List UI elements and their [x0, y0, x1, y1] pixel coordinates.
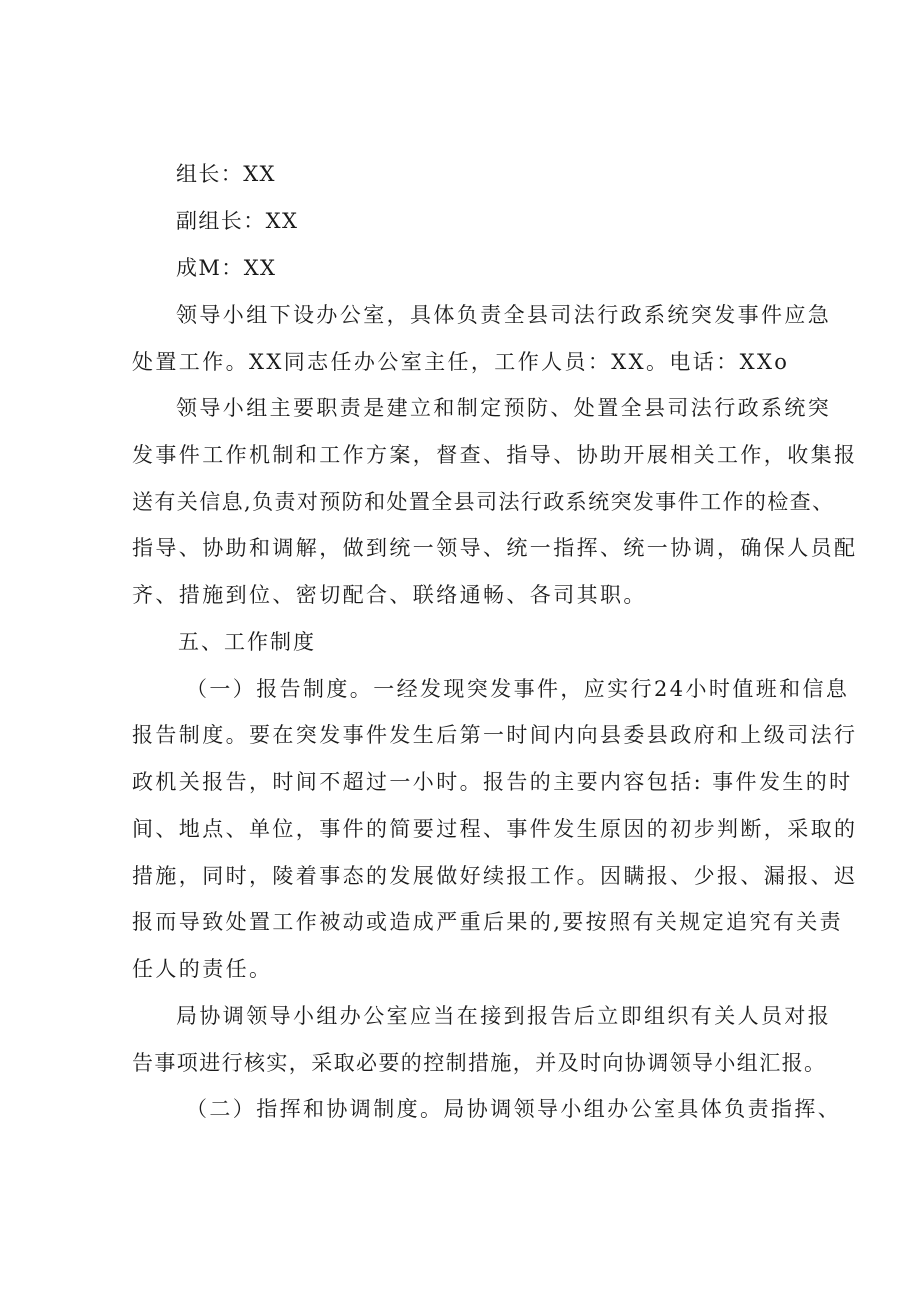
office-paragraph-line-2: 处置工作。XX同志任办公室主任，工作人员：XX。电话：XXo: [132, 350, 790, 374]
report-paragraph-line-6: 报而导致处置工作被动或造成严重后果的,要按照有关规定追究有关责: [132, 910, 844, 934]
report-paragraph-line-1: （一）报告制度。一经发现突发事件，应实行24小时值班和信息: [186, 677, 850, 701]
duties-paragraph-line-2: 发事件工作机制和工作方案，督查、指导、协助开展相关工作，收集报: [132, 443, 858, 467]
report-paragraph-line-7: 任人的责任。: [132, 957, 273, 981]
office-paragraph-line-1: 领导小组下设办公室，具体负责全县司法行政系统突发事件应急: [176, 303, 832, 327]
duties-paragraph-line-1: 领导小组主要职责是建立和制定预防、处置全县司法行政系统突: [176, 396, 832, 420]
section-heading: 五、工作制度: [178, 630, 316, 654]
command-paragraph-line-1: （二）指挥和协调制度。局协调领导小组办公室具体负责指挥、: [186, 1097, 842, 1121]
verify-paragraph-line-2: 告事项进行核实，采取必要的控制措施，并及时向协调领导小组汇报。: [132, 1051, 827, 1075]
report-paragraph-line-4: 间、地点、单位，事件的简要过程、事件发生原因的初步判断，采取的: [132, 817, 858, 841]
duties-paragraph-line-4: 指导、协助和调解，做到统一领导、统一指挥、统一协调，确保人员配: [132, 536, 858, 560]
leader-line: 组长：XX: [176, 162, 276, 186]
report-paragraph-line-5: 措施，同时，陵着事态的发展做好续报工作。因瞒报、少报、漏报、迟: [132, 864, 858, 888]
duties-paragraph-line-5: 齐、措施到位、密切配合、联络通畅、各司其职。: [132, 583, 647, 607]
report-paragraph-line-2: 报告制度。要在突发事件发生后第一时间内向县委县政府和上级司法行: [132, 723, 858, 747]
verify-paragraph-line-1: 局协调领导小组办公室应当在接到报告后立即组织有关人员对报: [176, 1004, 832, 1028]
duties-paragraph-line-3: 送有关信息,负责对预防和处置全县司法行政系统突发事件工作的检查、: [132, 490, 835, 514]
report-paragraph-line-3: 政机关报告，时间不超过一小时。报告的主要内容包括: 事件发生的时: [132, 770, 853, 794]
deputy-leader-line: 副组长：XX: [176, 209, 299, 233]
member-line: 成M：XX: [176, 256, 277, 280]
